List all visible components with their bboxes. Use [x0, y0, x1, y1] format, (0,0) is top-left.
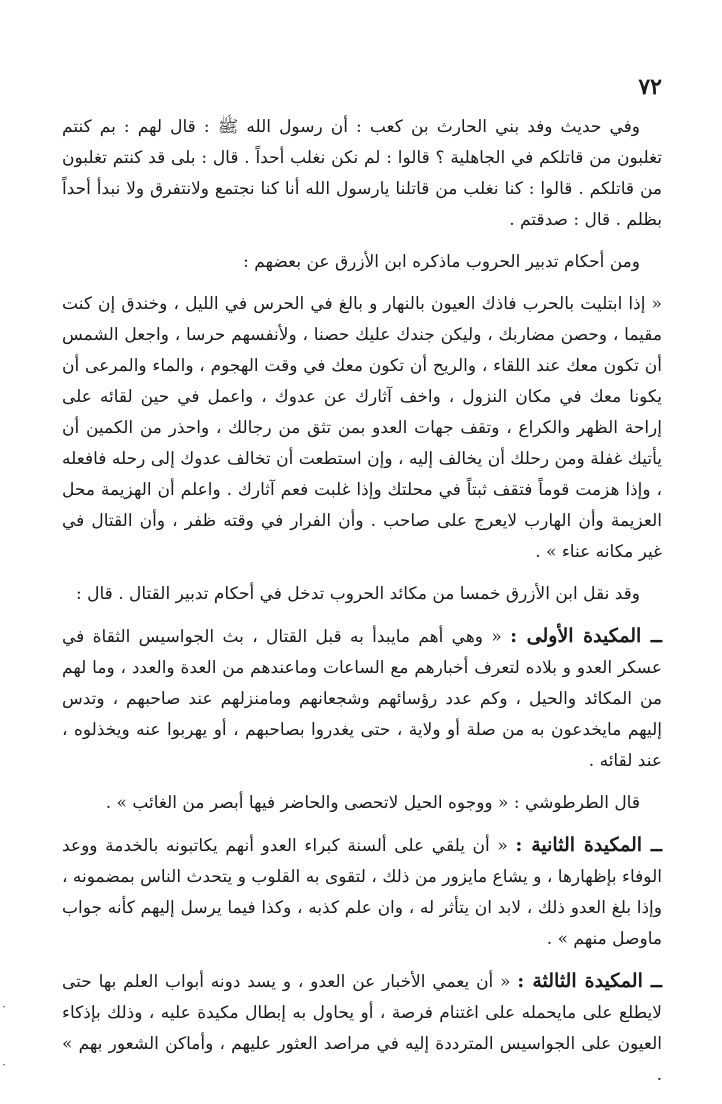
paragraph-text: وفي حديث وفد بني الحارث بن كعب : أن رسول الله ﷺ : قال لهم : بم كنتم تغلبون من قاتلكم في الجاهلية ؟ قالوا : لم نكن نغلب أحداً . قال : بلى قد كنتم تغلبون من قاتلكم . قالوا : كنا نغلب من قاتلنا يارسول الله أنا كنا نجتمع ولانتفرق ولا نبدأ أحداً بظلم . قال : صدقتم . [62, 117, 662, 230]
stratagem-heading: ــ المكيدة الثانية : [515, 834, 663, 856]
paragraph-intro-rules [62, 247, 662, 278]
paragraph-hadith [62, 112, 662, 236]
paragraph-intro-stratagems [62, 579, 662, 610]
paragraph-text: « إذا ابتليت بالحرب فاذك العيون بالنهار و بالغ في الحرس في الليل ، وخندق إن كنت مقيما ، وحصن مضاربك ، وليكن جندك عليك حصنا ، ولأنفسهم حرسا ، واجعل الشمس أن تكون معك عند اللقاء ، والريح أن تكون معك في وقت الهجوم ، والماء والمرعى أن يكونا معك في مكان النزول ، واخف آثارك عن عدوك ، واعمل في حين لقائه على إراحة الظهر والكراع ، وتقف جهات العدو بمن تثق من رجالك ، واحذر من الكمين أن يأتيك غفلة ومن رحلك أن يخالف إليه ، وإن استطعت أن تخالف عدوك إلى رحله فافعله ، وإذا هزمت قوماً فتقف ثبتاً في محلتك وإذا غلبت فعم آثارك . واعلم أن الهزيمة محل العزيمة وأن الهارب لايعرج على صاحب . وأن الفرار في وقته ظفر ، وأن القتال في غير مكانه عناء » . [62, 294, 662, 562]
paragraph-text: « أن يعمي الأخبار عن العدو ، و يسد دونه أبواب العلم بها حتى لايطلع على مايحمله على اغتنام فرصة ، أو يحاول به إبطال مكيدة عليه ، وذلك بإذكاء العيون على الجواسيس المترددة إليه في مراصد العثور عليهم ، وأماكن الشعور بهم » . [62, 972, 662, 1085]
paragraph-text: « أن يلقي على ألسنة كبراء العدو أنهم يكاتبونه بالخدمة ووعد الوفاء بإظهارها ، و يشاع مايزور من ذلك ، لتقوى به القلوب و يتحدث الناس بمضمونه ، وإذا بلغ العدو ذلك ، لابد ان يتأثر له ، وان علم كذبه ، وكذا فيما يرسل إليهم كأنه جواب ماوصل منهم » . [62, 836, 662, 949]
margin-mark: · [2, 1058, 6, 1072]
stratagem-heading: ــ المكيدة الثالثة : [517, 970, 662, 992]
stratagem-heading: ــ المكيدة الأولى : [510, 625, 662, 647]
paragraph-text: ومن أحكام تدبير الحروب ماذكره ابن الأزرق عن بعضهم : [243, 252, 640, 272]
margin-mark: · [2, 1000, 6, 1014]
paragraph-stratagem-third [62, 966, 662, 1091]
page-number: ٧٢ [638, 74, 662, 100]
paragraph-text: « وهي أهم مايبدأ به قبل القتال ، بث الجواسيس الثقاة في عسكر العدو و بلاده لتعرف أخبارهم مع الساعات وماعندهم من العدة والعدد ، وما لهم من المكائد والحيل ، وكم عدد رؤسائهم وشجعانهم ومامنزلهم عند صاحبهم ، وتدس إليهم مايخدعون به من صلة أو ولاية ، حتى يغدروا بصاحبهم ، أو يهربوا عنه ويخذلوه ، عند لقائه . [62, 627, 662, 771]
paragraph-stratagem-second [62, 830, 662, 955]
paragraph-quote [62, 289, 662, 568]
paragraph-stratagem-first [62, 621, 662, 777]
page-body [62, 112, 662, 1102]
paragraph-turtushi [62, 788, 662, 819]
paragraph-text: قال الطرطوشي : « ووجوه الحيل لاتحصى والحاضر فيها أبصر من الغائب » . [105, 793, 640, 813]
paragraph-text: وقد نقل ابن الأزرق خمسا من مكائد الحروب تدخل في أحكام تدبير القتال . قال : [76, 584, 640, 604]
